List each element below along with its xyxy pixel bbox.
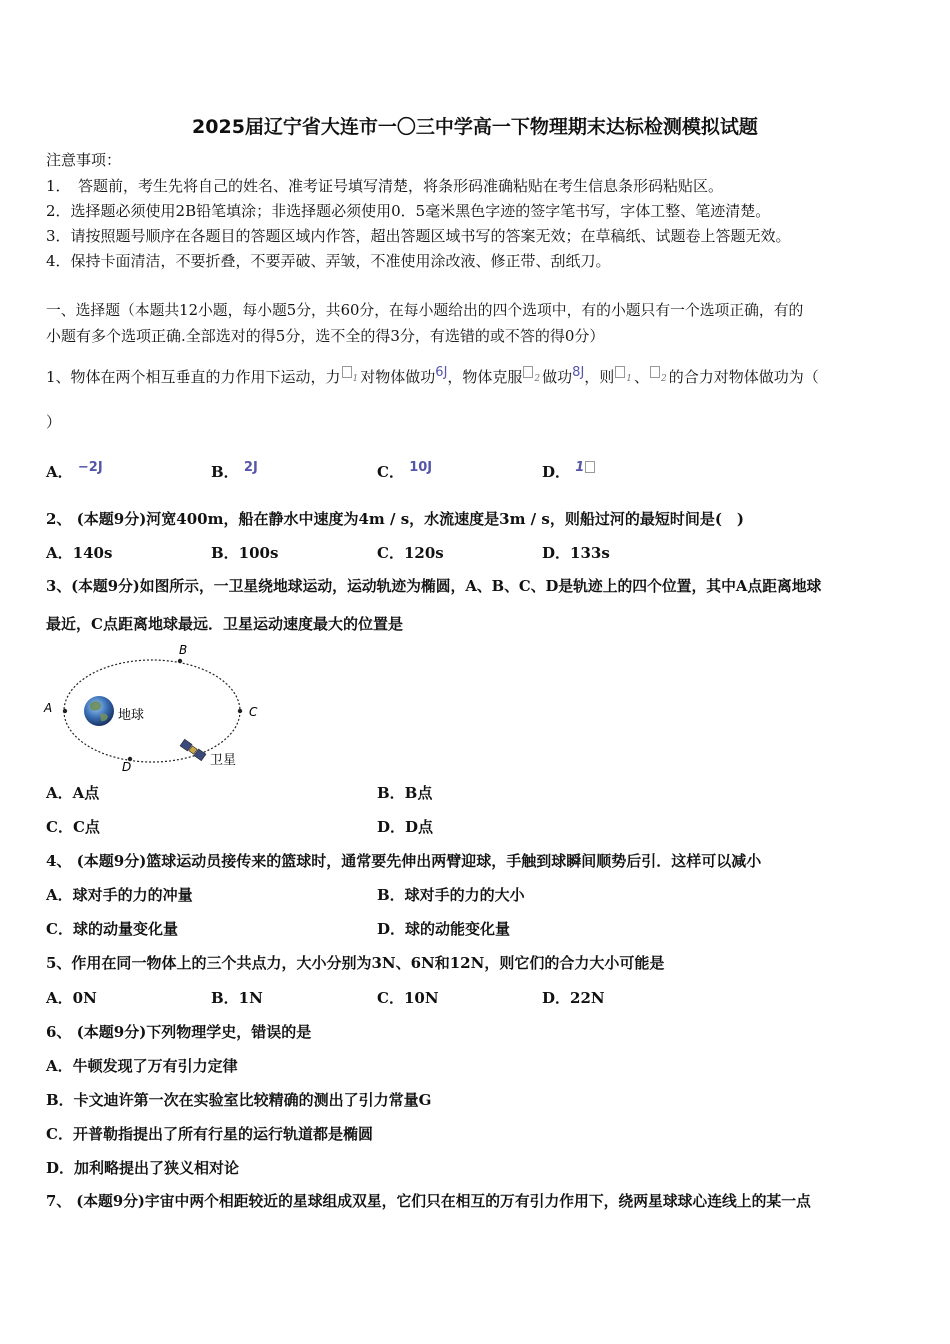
label-c: C bbox=[249, 705, 258, 719]
force-symbol-icon bbox=[523, 366, 533, 378]
section-heading-line2: 小题有多个选项正确.全部选对的得5分，选不全的得3分，有选错的或不答的得0分） bbox=[46, 327, 605, 345]
q6-option-b[interactable]: B．卡文迪许第一次在实验室比较精确的测出了引力常量G bbox=[46, 1091, 432, 1109]
q3-option-a[interactable]: A．A点 bbox=[46, 784, 100, 802]
question-3-stem-line2: 最近，C点距离地球最远．卫星运动速度最大的位置是 bbox=[46, 615, 403, 633]
q3-option-c[interactable]: C．C点 bbox=[46, 818, 100, 836]
question-7-stem: 7、 (本题9分)宇宙中两个相距较近的星球组成双星，它们只在相互的万有引力作用下，绕两星球球心连线上的某一点 bbox=[46, 1193, 811, 1210]
notice-item: 3．请按照题号顺序在各题目的答题区域内作答，超出答题区域书写的答案无效；在草稿纸、试题卷上答题无效。 bbox=[46, 227, 791, 245]
point-b bbox=[178, 659, 182, 663]
unit-symbol-icon bbox=[585, 461, 595, 473]
earth-label: 地球 bbox=[118, 708, 145, 723]
q4-option-c[interactable]: C．球的动量变化量 bbox=[46, 920, 178, 938]
notice-item: 4．保持卡面清洁，不要折叠，不要弄破、弄皱，不准使用涂改液、修正带、刮纸刀。 bbox=[46, 252, 611, 270]
q5-option-c[interactable]: C．10N bbox=[377, 989, 439, 1007]
question-1-stem: 1、物体在两个相互垂直的力作用下运动，力 1 对物体做功6J，物体克服 2 做功8J，则 1 、 2 的合力对物体做功为（ bbox=[46, 365, 819, 386]
orbit-diagram bbox=[40, 640, 280, 775]
satellite-icon bbox=[180, 739, 206, 760]
notice-item: 1． 答题前，考生先将自己的姓名、准考证号填写清楚，将条形码准确粘贴在考生信息条形码粘贴区。 bbox=[46, 177, 724, 195]
q4-option-b[interactable]: B．球对手的力的大小 bbox=[377, 886, 525, 904]
q2-option-a[interactable]: A．140s bbox=[46, 544, 113, 562]
q2-option-c[interactable]: C．120s bbox=[377, 544, 444, 562]
force-symbol-icon bbox=[342, 366, 352, 378]
q3-option-d[interactable]: D．D点 bbox=[377, 818, 434, 836]
q6-option-d[interactable]: D．加利略提出了狭义相对论 bbox=[46, 1159, 240, 1177]
satellite-label: 卫星 bbox=[210, 753, 237, 768]
page-title: 2025届辽宁省大连市一〇三中学高一下物理期末达标检测模拟试题 bbox=[192, 116, 758, 138]
force-symbol-icon bbox=[650, 366, 660, 378]
q2-option-b[interactable]: B．100s bbox=[211, 544, 279, 562]
earth-icon bbox=[84, 696, 114, 726]
q1-option-b[interactable]: B． 2J bbox=[211, 460, 258, 481]
question-3-stem-line1: 3、(本题9分)如图所示，一卫星绕地球运动，运动轨迹为椭圆，A、B、C、D是轨迹上的四个位置，其中A点距离地球 bbox=[46, 578, 822, 595]
q3-option-b[interactable]: B．B点 bbox=[377, 784, 433, 802]
q4-option-d[interactable]: D．球的动能变化量 bbox=[377, 920, 511, 938]
q6-option-a[interactable]: A．牛顿发现了万有引力定律 bbox=[46, 1057, 238, 1075]
point-a bbox=[63, 709, 67, 713]
q1-option-a[interactable]: A． −2J bbox=[46, 460, 103, 481]
question-2-stem: 2、 (本题9分)河宽400m，船在静水中速度为4m / s，水流速度是3m / s，则船过河的最短时间是( ) bbox=[46, 510, 745, 528]
force-symbol-icon bbox=[615, 366, 625, 378]
q5-option-b[interactable]: B．1N bbox=[211, 989, 263, 1007]
q2-option-d[interactable]: D．133s bbox=[542, 544, 610, 562]
q5-option-d[interactable]: D．22N bbox=[542, 989, 605, 1007]
notice-item: 2．选择题必须使用2B铅笔填涂；非选择题必须使用0．5毫米黑色字迹的签字笔书写，字体工整、笔迹清楚。 bbox=[46, 202, 771, 220]
q1-option-d[interactable]: D． 1 bbox=[542, 458, 596, 482]
q6-option-c[interactable]: C．开普勒指提出了所有行星的运行轨道都是椭圆 bbox=[46, 1125, 373, 1143]
notice-heading: 注意事项： bbox=[46, 151, 122, 169]
q4-option-a[interactable]: A．球对手的力的冲量 bbox=[46, 886, 193, 904]
point-c bbox=[238, 709, 242, 713]
q5-option-a[interactable]: A．0N bbox=[46, 989, 97, 1007]
label-a: A bbox=[44, 701, 53, 715]
question-5-stem: 5、作用在同一物体上的三个共点力，大小分别为3N、6N和12N，则它们的合力大小可能是 bbox=[46, 954, 665, 972]
section-heading-line1: 一、选择题（本题共12小题，每小题5分，共60分，在每小题给出的四个选项中，有的小题只有一个选项正确，有的 bbox=[46, 302, 804, 319]
question-4-stem: 4、 (本题9分)篮球运动员接传来的篮球时，通常要先伸出两臂迎球，手触到球瞬间顺势后引．这样可以减小 bbox=[46, 852, 762, 870]
question-6-stem: 6、 (本题9分)下列物理学史，错误的是 bbox=[46, 1023, 312, 1041]
label-d: D bbox=[122, 760, 132, 774]
question-1-close: ） bbox=[46, 413, 62, 431]
q1-option-c[interactable]: C． 10J bbox=[377, 460, 433, 481]
label-b: B bbox=[179, 643, 188, 657]
